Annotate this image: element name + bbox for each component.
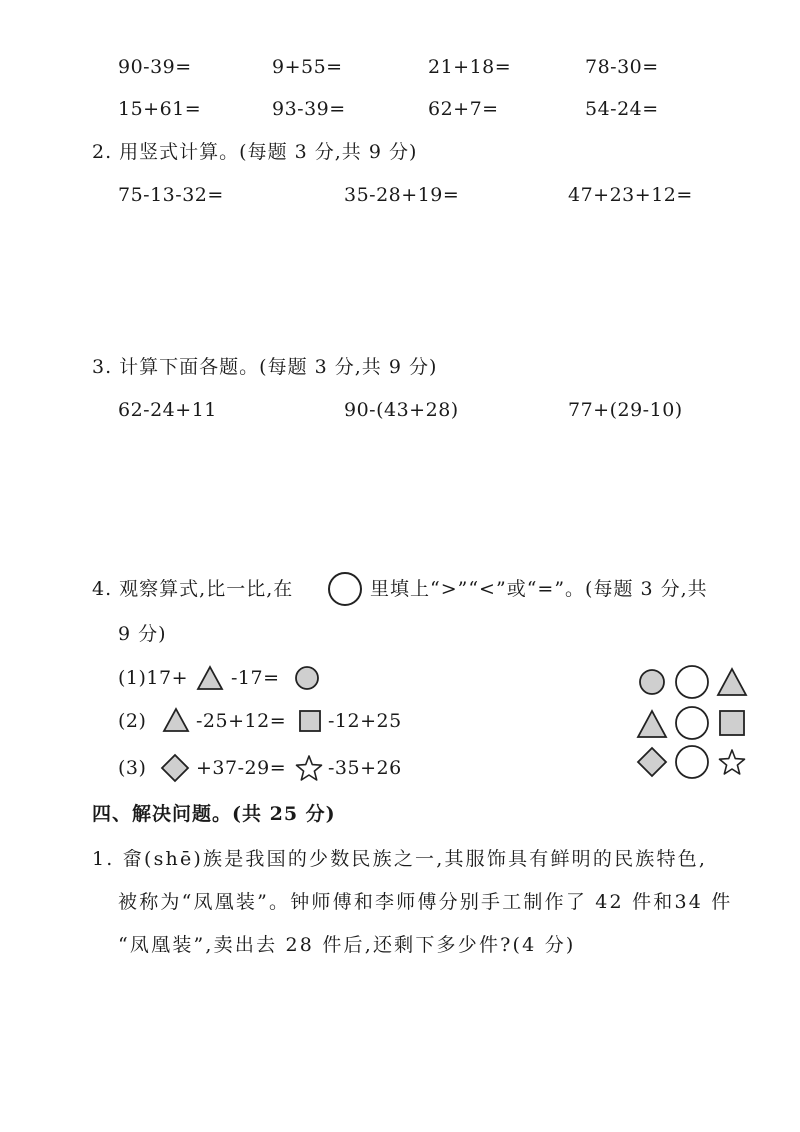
question-4-heading: 4. 观察算式,比一比,在	[92, 578, 294, 600]
vertical-calc-3: 47+23+12=	[568, 184, 693, 206]
question-2-heading: 2. 用竖式计算。(每题 3 分,共 9 分)	[92, 141, 418, 163]
compare-item-3-tail: -35+26	[328, 757, 402, 779]
oral-calc-5: 15+61=	[118, 98, 202, 120]
triangle-icon	[162, 707, 190, 733]
answer-circle-icon	[327, 571, 363, 607]
mixed-calc-2: 90-(43+28)	[344, 399, 459, 421]
oral-calc-8: 54-24=	[585, 98, 659, 120]
star-icon	[295, 754, 323, 782]
answer-circle-icon	[674, 744, 710, 780]
compare-item-2-mid: -25+12=	[196, 710, 287, 732]
problem-1-line-3: “凤凰装”,卖出去 28 件后,还剩下多少件?(4 分)	[118, 934, 576, 956]
triangle-icon	[196, 665, 224, 691]
compare-item-3-label: (3)	[118, 757, 147, 779]
circle-shape-icon	[638, 668, 666, 696]
oral-calc-4: 78-30=	[585, 56, 659, 78]
triangle-icon	[636, 709, 668, 739]
oral-calc-6: 93-39=	[272, 98, 346, 120]
diamond-icon	[636, 746, 668, 778]
question-3-heading: 3. 计算下面各题。(每题 3 分,共 9 分)	[92, 356, 438, 378]
compare-item-3-mid: +37-29=	[196, 757, 287, 779]
answer-circle-icon	[674, 664, 710, 700]
diamond-icon	[160, 753, 190, 783]
problem-1-line-1: 1. 畲(shē)族是我国的少数民族之一,其服饰具有鲜明的民族特色,	[92, 848, 708, 870]
vertical-calc-1: 75-13-32=	[118, 184, 224, 206]
compare-item-2-label: (2)	[118, 710, 147, 732]
circle-shape-icon	[294, 665, 320, 691]
oral-calc-7: 62+7=	[428, 98, 499, 120]
square-icon	[718, 709, 746, 737]
compare-item-1-mid: -17=	[231, 667, 280, 689]
star-icon	[718, 748, 746, 776]
oral-calc-1: 90-39=	[118, 56, 192, 78]
mixed-calc-3: 77+(29-10)	[568, 399, 683, 421]
oral-calc-3: 21+18=	[428, 56, 512, 78]
question-4-heading-cont: 里填上“>”“<”或“=”。(每题 3 分,共	[370, 578, 708, 600]
triangle-icon	[716, 667, 748, 697]
section-4-heading: 四、解决问题。(共 25 分)	[92, 803, 336, 825]
question-4-heading-line2: 9 分)	[118, 623, 167, 645]
vertical-calc-2: 35-28+19=	[344, 184, 460, 206]
compare-item-2-tail: -12+25	[328, 710, 402, 732]
compare-item-1-label: (1)17+	[118, 667, 189, 689]
answer-circle-icon	[674, 705, 710, 741]
square-icon	[298, 709, 322, 733]
oral-calc-2: 9+55=	[272, 56, 343, 78]
mixed-calc-1: 62-24+11	[118, 399, 217, 421]
problem-1-line-2: 被称为“凤凰装”。钟师傅和李师傅分别手工制作了 42 件和34 件	[118, 891, 733, 913]
